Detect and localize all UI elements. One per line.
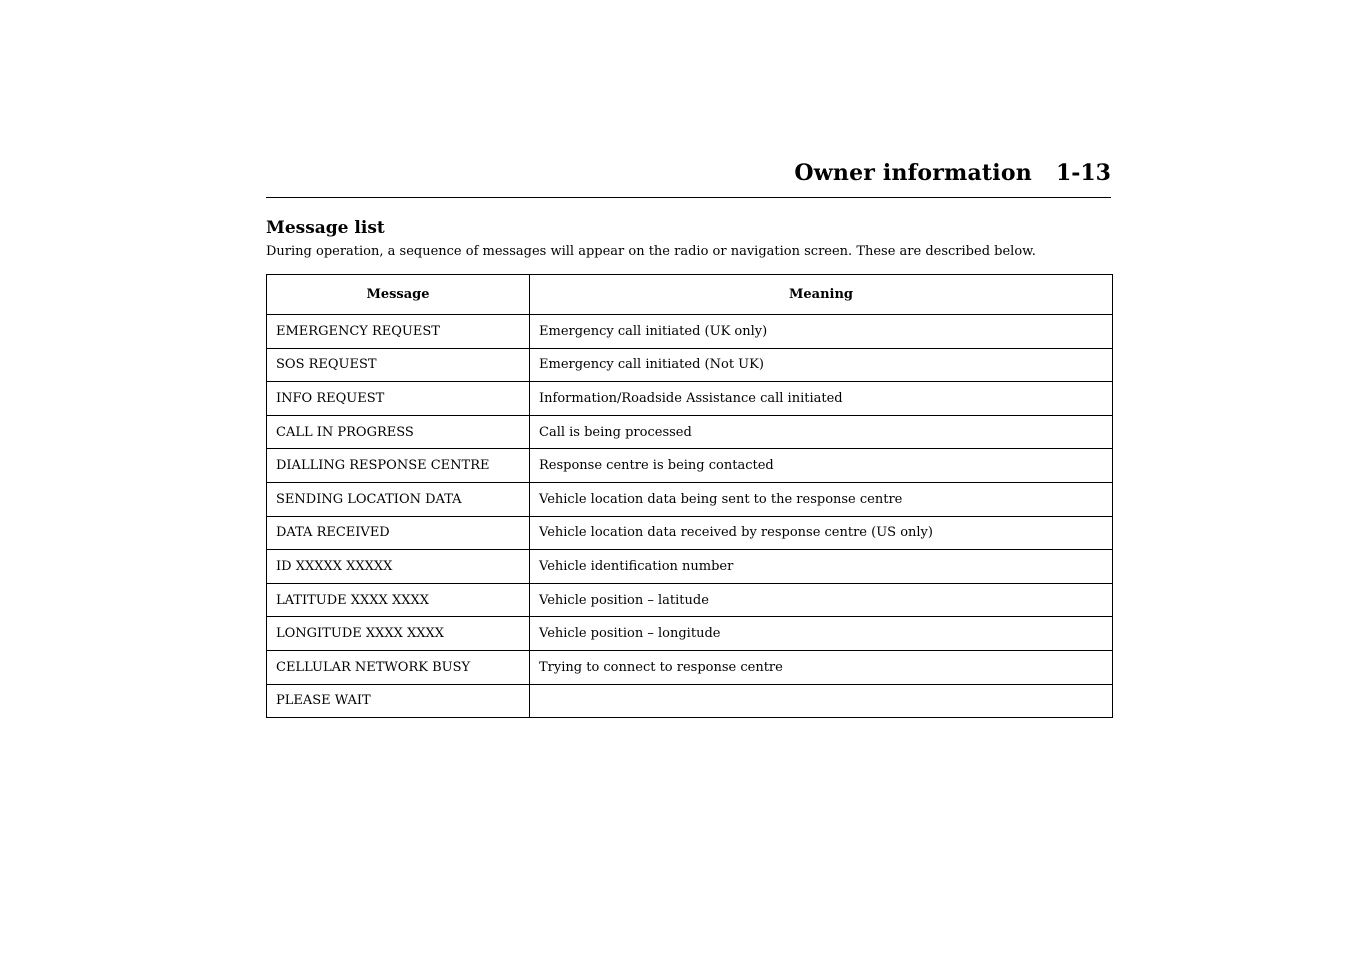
page-title: Owner information: [794, 160, 1032, 186]
message-cell: SENDING LOCATION DATA: [267, 482, 530, 516]
meaning-cell: Trying to connect to response centre: [530, 650, 1113, 684]
intro-paragraph: During operation, a sequence of messages will appear on the radio or navigation screen. These are described below.: [266, 244, 1036, 259]
message-cell: DIALLING RESPONSE CENTRE: [267, 449, 530, 483]
table-row: [267, 348, 1113, 382]
column-header-meaning: Meaning: [530, 275, 1113, 315]
message-cell: ID XXXXX XXXXX: [267, 550, 530, 584]
table-header-row: [267, 275, 1113, 315]
table-row: [267, 482, 1113, 516]
message-cell: CELLULAR NETWORK BUSY: [267, 650, 530, 684]
table-row: [267, 684, 1113, 718]
table-row: [267, 415, 1113, 449]
table-row: [267, 516, 1113, 550]
meaning-cell: Emergency call initiated (Not UK): [530, 348, 1113, 382]
meaning-cell: [530, 684, 1113, 718]
message-table: [266, 274, 1113, 718]
meaning-cell: Vehicle location data received by response centre (US only): [530, 516, 1113, 550]
meaning-cell: Vehicle position – latitude: [530, 583, 1113, 617]
meaning-cell: Vehicle location data being sent to the response centre: [530, 482, 1113, 516]
table-row: [267, 550, 1113, 584]
meaning-cell: Information/Roadside Assistance call initiated: [530, 382, 1113, 416]
message-cell: INFO REQUEST: [267, 382, 530, 416]
meaning-cell: Emergency call initiated (UK only): [530, 315, 1113, 349]
column-header-message: Message: [267, 275, 530, 315]
table-row: [267, 382, 1113, 416]
table-row: [267, 617, 1113, 651]
message-cell: EMERGENCY REQUEST: [267, 315, 530, 349]
meaning-cell: Vehicle identification number: [530, 550, 1113, 584]
message-cell: DATA RECEIVED: [267, 516, 530, 550]
meaning-cell: Response centre is being contacted: [530, 449, 1113, 483]
page-header: [266, 158, 1111, 198]
table-row: [267, 650, 1113, 684]
table-row: [267, 315, 1113, 349]
page-number: 1-13: [1055, 160, 1111, 186]
message-cell: SOS REQUEST: [267, 348, 530, 382]
meaning-cell: Call is being processed: [530, 415, 1113, 449]
message-cell: LONGITUDE XXXX XXXX: [267, 617, 530, 651]
table-row: [267, 583, 1113, 617]
message-cell: PLEASE WAIT: [267, 684, 530, 718]
message-cell: LATITUDE XXXX XXXX: [267, 583, 530, 617]
section-title: Message list: [266, 218, 385, 238]
table-row: [267, 449, 1113, 483]
meaning-cell: Vehicle position – longitude: [530, 617, 1113, 651]
message-cell: CALL IN PROGRESS: [267, 415, 530, 449]
